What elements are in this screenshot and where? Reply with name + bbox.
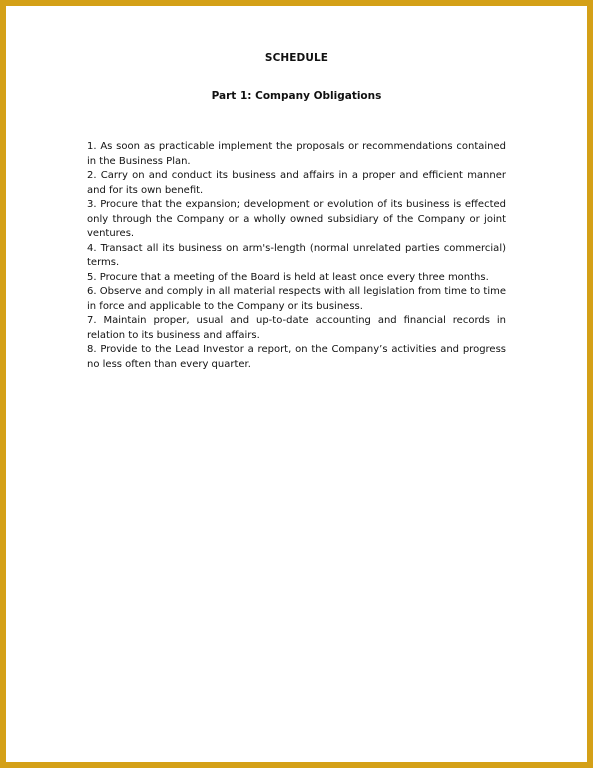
section-heading: Part 1: Company Obligations <box>211 90 382 102</box>
obligation-item <box>87 271 506 286</box>
item-text: As soon as practicable implement the proposals or recommendations contained in the Business Plan. <box>87 141 506 167</box>
obligation-item <box>87 314 506 343</box>
item-number: 1. <box>87 141 97 152</box>
item-number: 8. <box>87 344 97 355</box>
item-text: Maintain proper, usual and up-to-date accounting and financial records in relation to its business and affairs. <box>87 315 506 341</box>
obligations-list <box>87 140 506 372</box>
obligation-item <box>87 140 506 169</box>
item-text: Transact all its business on arm's-length (normal unrelated parties commercial) terms. <box>87 242 506 268</box>
obligation-item <box>87 242 506 271</box>
obligation-item <box>87 343 506 372</box>
item-text: Procure that the expansion; development or evolution of its business is effected only through the Company or a wholly owned subsidiary of the Company or joint ventures. <box>87 199 506 239</box>
item-text: Provide to the Lead Investor a report, on the Company’s activities and progress no less often than every quarter. <box>87 344 506 370</box>
item-text: Carry on and conduct its business and affairs in a proper and efficient manner and for its own benefit. <box>87 170 506 196</box>
item-number: 2. <box>87 170 97 181</box>
item-text: Observe and comply in all material respects with all legislation from time to time in force and applicable to the Company or its business. <box>87 286 506 312</box>
obligation-item <box>87 198 506 242</box>
obligation-item <box>87 169 506 198</box>
item-number: 6. <box>87 286 97 297</box>
item-number: 3. <box>87 199 97 210</box>
item-number: 7. <box>87 315 97 326</box>
item-text: Procure that a meeting of the Board is held at least once every three months. <box>99 271 489 283</box>
page-title: SCHEDULE <box>264 52 329 64</box>
item-number: 4. <box>87 242 97 254</box>
obligation-item <box>87 285 506 314</box>
item-number: 5. <box>87 271 97 283</box>
document-page <box>6 6 587 762</box>
